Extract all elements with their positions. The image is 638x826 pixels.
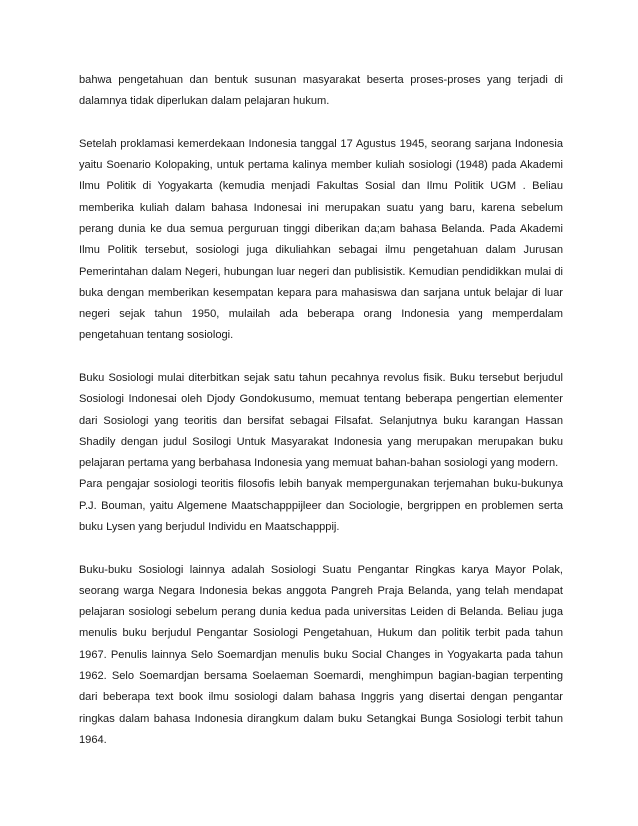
paragraph-buku-buku-lainnya: Buku-buku Sosiologi lainnya adalah Sosiologi Suatu Pengantar Ringkas karya Mayor Polak, seorang warga Negara Indonesia bekas anggota Pangreh Praja Belanda, yang telah mendapat pelajaran sosiologi sebelum perang dunia kedua pada universitas Leiden di Belanda. Beliau juga menulis buku berjudul Pengantar Sosiologi Pengetahuan, Hukum dan politik terbit pada tahun 1967. Penulis lainnya Selo Soemardjan menulis buku Social Changes in Yogyakarta pada tahun 1962. Selo Soemardjan bersama Soelaeman Soemardi, menghimpun bagian-bagian terpenting dari beberapa text book ilmu sosiologi dalam bahasa Inggris yang disertai dengan pengantar ringkas dalam bahasa Indonesia dirangkum dalam buku Setangkai Bunga Sosiologi terbit tahun 1964. bbox=[79, 563, 563, 746]
paragraph-buku-sosiologi: Buku Sosiologi mulai diterbitkan sejak satu tahun pecahnya revolus fisik. Buku tersebut berjudul Sosiologi Indonesai oleh Djody Gondokusumo, memuat tentang beberapa pengertian elementer dari Sosiologi yang teoritis dan bersifat sebagai Filsafat. Selanjutnya buku karangan Hassan Shadily dengan judul Sosilogi Untuk Masyarakat Indonesia yang merupakan merupakan buku pelajaran pertama yang berbahasa Indonesia yang memuat bahan-bahan sosiologi yang modern. bbox=[79, 371, 563, 470]
document-page bbox=[79, 70, 563, 751]
paragraph-para-pengajar: Para pengajar sosiologi teoritis filosofis lebih banyak mempergunakan terjemahan buku-bukunya P.J. Bouman, yaitu Algemene Maatschapppijleer dan Sociologie, bergrippen en problemen serta buku Lysen yang berjudul Individu en Maatschapppij. bbox=[79, 478, 563, 534]
paragraph-continuation: bahwa pengetahuan dan bentuk susunan masyarakat beserta proses-proses yang terjadi di dalamnya tidak diperlukan dalam pelajaran hukum. bbox=[79, 74, 563, 108]
paragraph-proklamasi: Setelah proklamasi kemerdekaan Indonesia tanggal 17 Agustus 1945, seorang sarjana Indonesia yaitu Soenario Kolopaking, untuk pertama kalinya member kuliah sosiologi (1948) pada Akademi Ilmu Politik di Yogyakarta (kemudia menjadi Fakultas Sosial dan Ilmu Politik UGM . Beliau memberika kuliah dalam bahasa Indonesai ini merupakan suatu yang baru, karena sebelum perang dunia ke dua semua perguruan tinggi diberikan da;am bahasa Belanda. Pada Akademi Ilmu Politik tersebut, sosiologi juga dikuliahkan sebagai ilmu pengetahuan dalam Jurusan Pemerintahan dalam Negeri, hubungan luar negeri dan publisistik. Kemudian pendidikkan mulai di buka dengan memberikan kesempatan kepara para mahasiswa dan sarjana untuk belajar di luar negeri sejak tahun 1950, mulailah ada beberapa orang Indonesia yang memperdalam pengetahuan tentang sosiologi. bbox=[79, 137, 563, 342]
